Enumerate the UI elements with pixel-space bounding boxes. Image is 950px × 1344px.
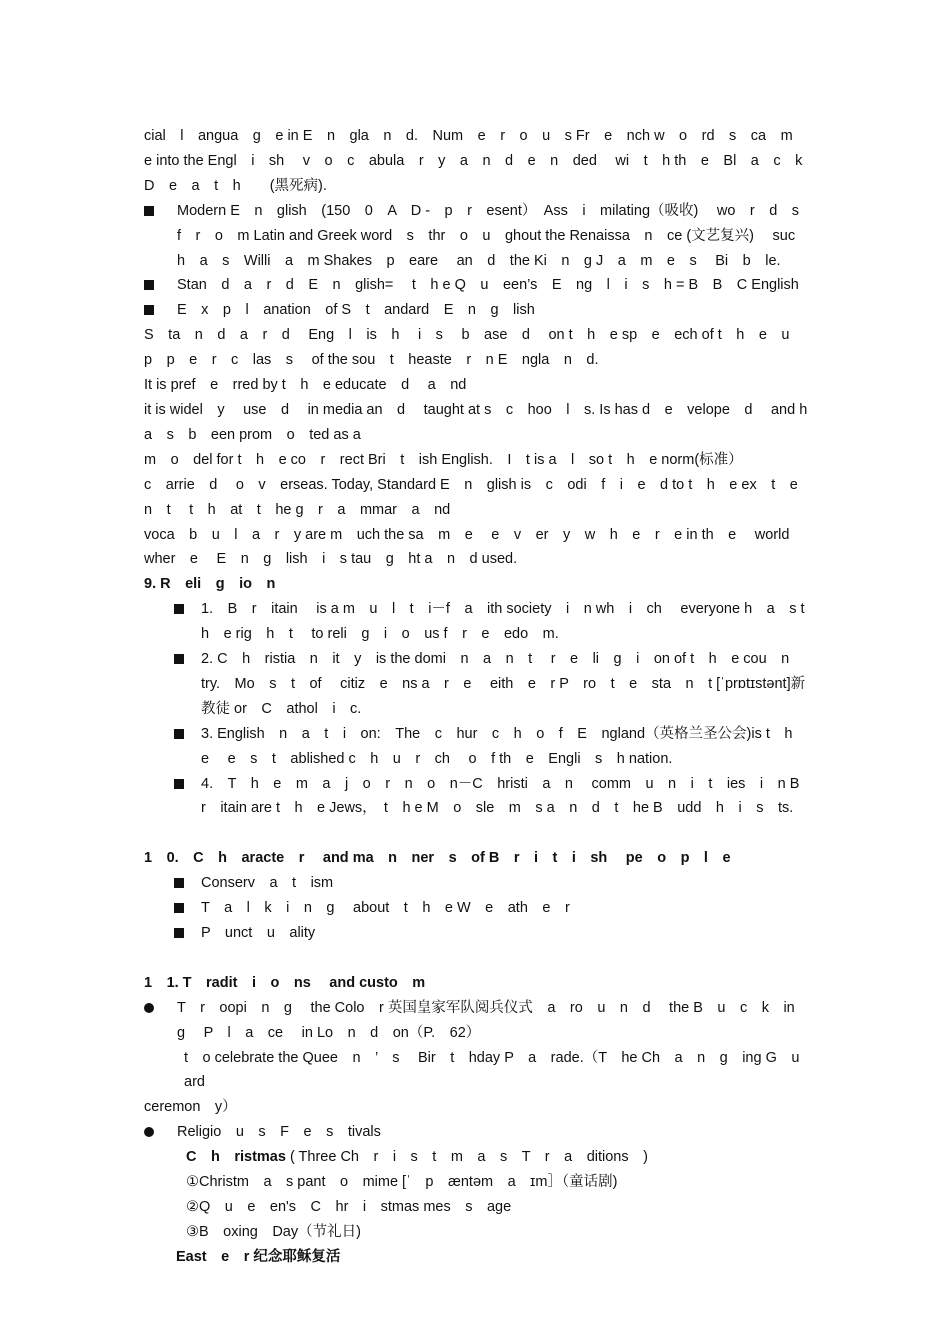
religion-text: 2. C h ristia n it y is the domi n a n t r e li g i on of t h e cou n try. Mo s t of citiz e ns a r e eith e r P ro t e sta n t [ˈprɒtɪstənt]新教徒 or C athol i c.	[201, 651, 806, 717]
square-bullet-icon	[174, 647, 184, 672]
tradition-continuation: ceremon y）	[144, 1099, 237, 1116]
christmas-tradition: ②Q u e en's C hr i stmas mes s age	[186, 1198, 512, 1215]
square-bullet-icon	[144, 273, 154, 298]
tradition-continuation: t o celebrate the Quee n ’ s Bir t hday P a rade.（T he Ch a n g ing G u ard	[184, 1049, 814, 1091]
religion-text: 4. T h e m a j o r n o n－C hristi a n comm u n i t ies i n B r itain are t h e Jews， t h e M o sle m s a n d t he B udd h i s ts.	[201, 775, 814, 817]
paragraph-line: voca b u l a r y are m uch the sa m e e v er y w h e r e in th e world wher e E n g lish i s tau g ht a n d used.	[144, 526, 790, 568]
character-text: T a l k i n g about t h e W e ath e r	[201, 900, 570, 917]
religion-item	[144, 772, 814, 822]
section-heading-character: 1 0. C h aracte r and ma n ner s of B r i t i sh pe o p l e	[144, 850, 731, 867]
paragraph-line: c arrie d o v erseas. Today, Standard E n glish is c odi f i e d to t h e ex t e n t t h at t he g r a mmar a nd	[144, 476, 813, 518]
religion-item	[144, 597, 820, 647]
tradition-text: Religio u s F e s tivals	[177, 1124, 381, 1141]
spacer	[144, 821, 808, 846]
religion-text: 1. B r itain is a m u l t i－f a ith society i n wh i ch everyone h a s t h e rig h t to reli g i o us f r e edo m.	[201, 601, 820, 643]
christmas-heading: C h ristmas	[186, 1149, 286, 1166]
square-bullet-icon	[174, 921, 184, 946]
section-heading-traditions: 1 1. T radit i o ns and custo m	[144, 974, 426, 991]
square-bullet-icon	[174, 772, 184, 797]
tradition-item	[144, 1120, 808, 1145]
bullet-text: Stan d a r d E n glish= t h e Q u een’s E ng l i s h = B B C English	[177, 277, 799, 294]
religion-item	[144, 722, 808, 772]
character-item	[144, 896, 808, 921]
bullet-item	[144, 199, 814, 274]
tradition-text: T r oopi n g the Colo r 英国皇家军队阅兵仪式 a ro u n d the B u c k in g P l a ce in Lo n d on（P. 62）	[177, 999, 810, 1041]
square-bullet-icon	[174, 722, 184, 747]
round-bullet-icon	[144, 1120, 154, 1145]
character-text: Conserv a t ism	[201, 875, 334, 892]
paragraph-line: It is pref e rred by t h e educate d a nd	[144, 377, 467, 394]
character-item	[144, 871, 808, 896]
religion-text: 3. English n a t i on: The c hur c h o f E ngland（英格兰圣公会)is t h e e s t ablished c h u r ch o f th e Engli s h nation.	[201, 725, 807, 767]
christmas-tradition: ③B oxing Day（节礼日)	[186, 1223, 361, 1240]
square-bullet-icon	[144, 298, 154, 323]
religion-item	[144, 647, 808, 722]
bullet-text: E x p l anation of S t andard E n g lish	[177, 302, 535, 319]
square-bullet-icon	[174, 597, 184, 622]
character-text: P unct u ality	[201, 924, 316, 941]
bullet-item	[144, 273, 808, 298]
bullet-item	[144, 298, 808, 323]
christmas-subtitle: ( Three Ch r i s t m a s T r a ditions )	[289, 1149, 648, 1166]
christmas-line	[144, 1145, 808, 1170]
spacer	[144, 946, 808, 971]
square-bullet-icon	[174, 871, 184, 896]
character-item	[144, 921, 808, 946]
paragraph-line: it is widel y use d in media an d taught at s c hoo l s. Is has d e velope d and h a s b een prom o ted as a	[144, 401, 822, 443]
christmas-tradition: ①Christm a s pant o mime [ˈ p æntəm a ɪm］（童话剧)	[186, 1174, 618, 1191]
section-heading-religion: 9. R eli g io n	[144, 576, 276, 593]
tradition-item	[144, 996, 808, 1046]
document-page	[144, 124, 822, 1270]
paragraph-line: S ta n d a r d Eng l is h i s b ase d on t h e sp e ech of t h e u p p e r c las s of the sou t heaste r n E ngla n d.	[144, 327, 804, 369]
easter-heading: East e r 纪念耶稣复活	[176, 1248, 341, 1265]
square-bullet-icon	[144, 199, 154, 224]
paragraph-line: m o del for t h e co r rect Bri t ish English. I t is a l so t h e norm(标准）	[144, 451, 743, 468]
square-bullet-icon	[174, 896, 184, 921]
bullet-text: Modern E n glish (150 0 A D - p r esent） Ass i milating（吸收) wo r d s f r o m Latin and Greek word s thr o u ghout the Renaissa n ce (文艺复兴) suc h a s Willi a m Shakes p eare an d the Ki n g J a m e s Bi b le.	[177, 202, 814, 269]
text-line: cial l angua g e in E n gla n d. Num e r o u s Fr e nch w o rd s ca m e into the Engl i sh v o c abula r y a n d e n ded wi t h th e Bl a c k D e a t h (黑死病).	[144, 128, 808, 194]
round-bullet-icon	[144, 996, 154, 1021]
